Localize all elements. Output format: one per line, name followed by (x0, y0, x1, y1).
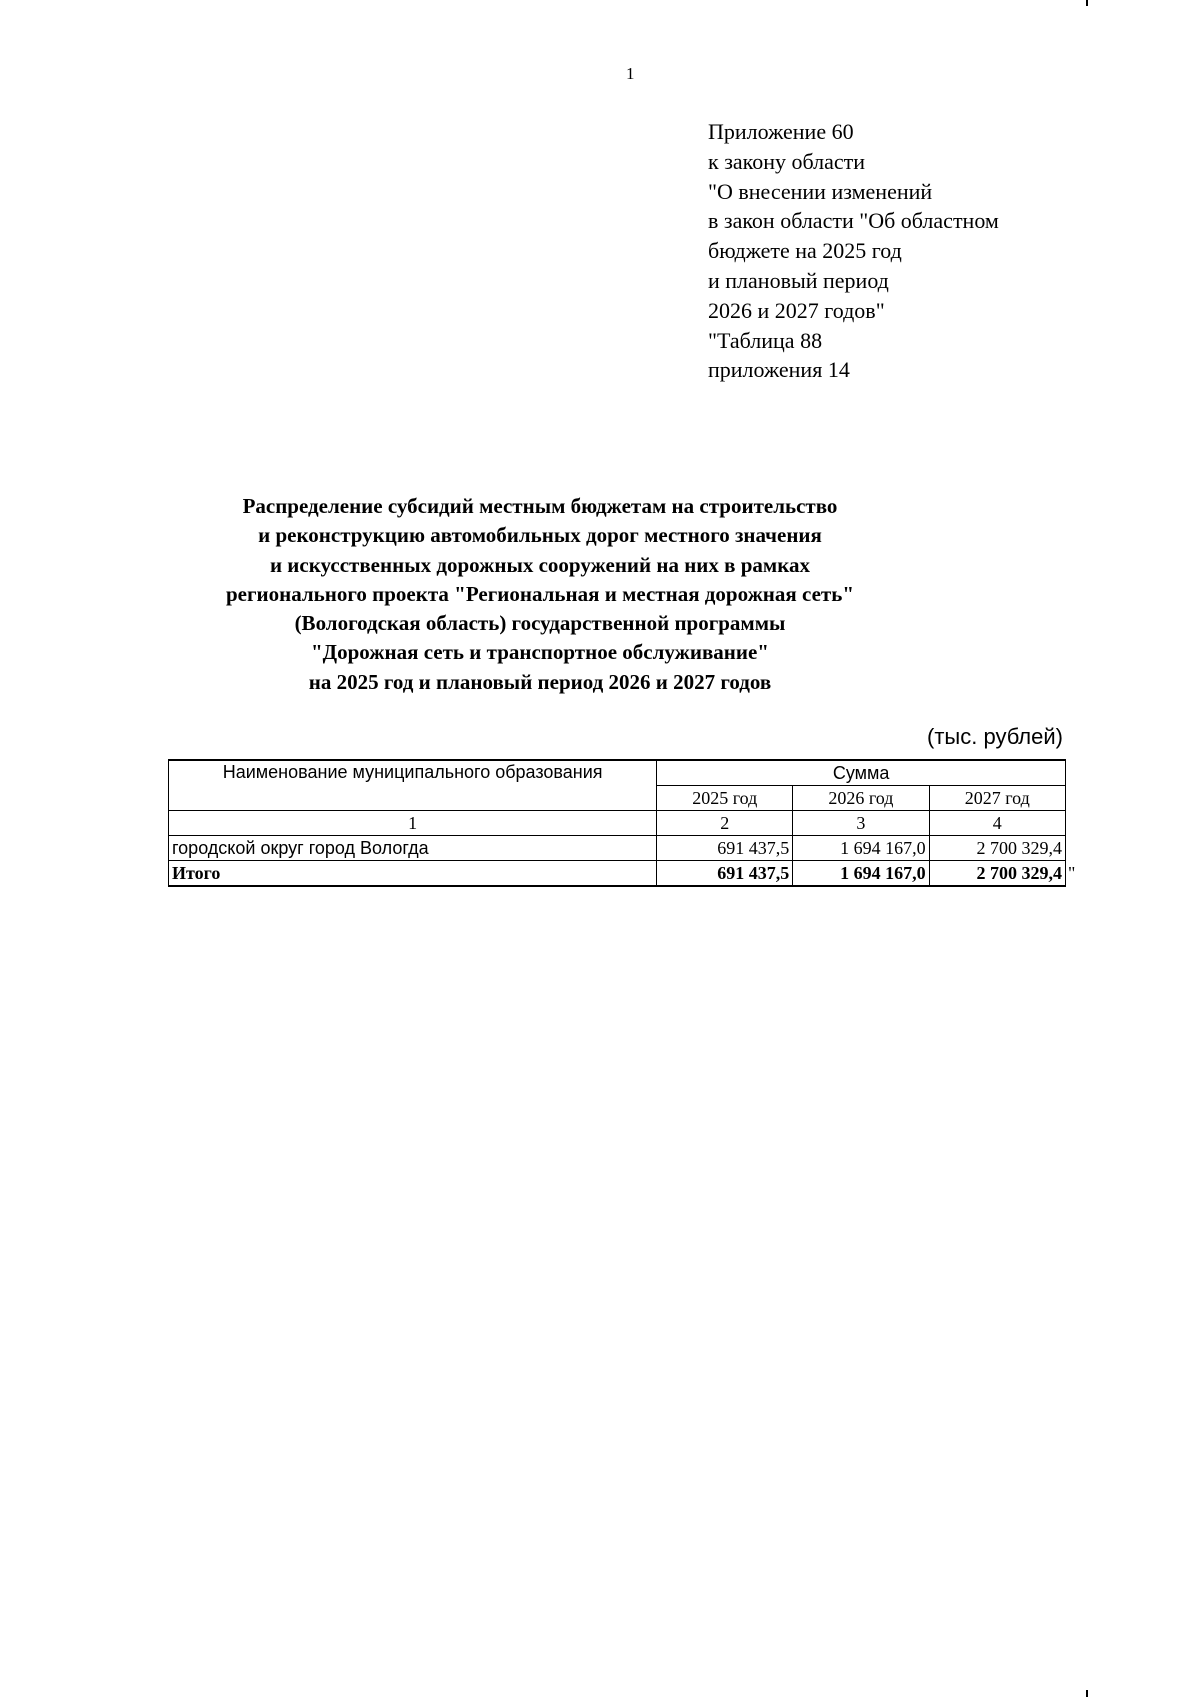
page-number: 1 (626, 64, 635, 83)
scan-mark-bottom-right (1086, 1690, 1088, 1697)
total-row (169, 861, 1066, 887)
title-line: на 2025 год и плановый период 2026 и 2027 годов (308, 669, 772, 694)
closing-quote: " (1068, 863, 1076, 883)
header-sum-cell: Сумма (657, 760, 1066, 786)
total-amount-cell: 2 700 329,4 (929, 861, 1065, 887)
title-line: "Дорожная сеть и транспортное обслуживание" (311, 640, 769, 665)
units-label: (тыс. рублей) (927, 724, 1063, 749)
subsidy-table (168, 759, 1066, 887)
amount-cell: 2 700 329,4 (929, 836, 1065, 861)
title-line: (Вологодская область) государственной программы (294, 611, 786, 636)
title-line: Распределение субсидий местным бюджетам на строительство (242, 494, 838, 518)
appendix-line: бюджете на 2025 год (708, 238, 902, 264)
document-title (160, 492, 920, 697)
total-label-cell: Итого (169, 861, 657, 887)
column-number-cell: 1 (169, 811, 657, 836)
scan-mark-top-right (1086, 0, 1088, 6)
header-name-cell: Наименование муниципального образования (169, 760, 657, 811)
year-cell: 2025 год (657, 786, 793, 811)
appendix-line: 2026 и 2027 годов" (708, 297, 885, 323)
column-number-cell: 4 (929, 811, 1065, 836)
total-amount-cell: 1 694 167,0 (793, 861, 929, 887)
amount-cell: 1 694 167,0 (793, 836, 929, 861)
appendix-block (708, 117, 999, 385)
column-number-cell: 3 (793, 811, 929, 836)
title-line: регионального проекта "Региональная и местная дорожная сеть" (225, 581, 854, 606)
appendix-line: и плановый период (708, 267, 889, 293)
year-cell: 2027 год (929, 786, 1065, 811)
total-amount-cell: 691 437,5 (657, 861, 793, 887)
column-number-cell: 2 (657, 811, 793, 836)
year-cell: 2026 год (793, 786, 929, 811)
appendix-line: приложения 14 (708, 357, 850, 383)
appendix-line: в закон области "Об областном (708, 208, 999, 234)
column-number-row (169, 811, 1066, 836)
amount-cell: 691 437,5 (657, 836, 793, 861)
appendix-line: Приложение 60 (708, 119, 854, 144)
title-line: и реконструкцию автомобильных дорог местного значения (258, 523, 822, 548)
appendix-line: "О внесении изменений (708, 178, 933, 204)
municipality-name-cell: городской округ город Вологда (169, 836, 657, 861)
table-header-row (169, 760, 1066, 786)
title-line: и искусственных дорожных сооружений на них в рамках (269, 552, 811, 577)
table-row (169, 836, 1066, 861)
appendix-line: к закону области (708, 148, 866, 174)
appendix-line: "Таблица 88 (708, 327, 823, 353)
